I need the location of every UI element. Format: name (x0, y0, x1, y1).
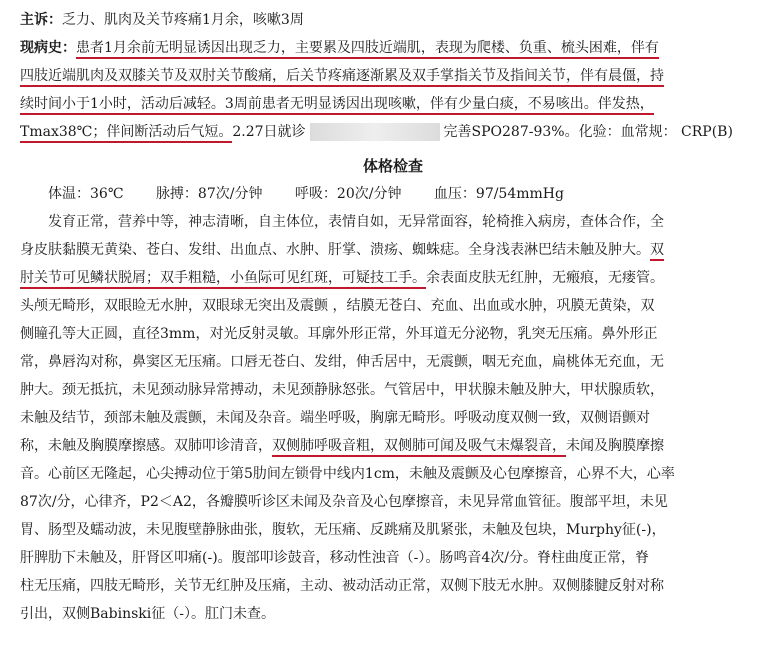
history-line-1 (20, 34, 766, 62)
chief-complaint-text: 乏力、肌肉及关节疼痛1月余，咳嗽3周 (62, 12, 304, 28)
vital-pulse: 脉搏：87次/分钟 (155, 186, 263, 202)
history-line-3 (20, 90, 766, 118)
exam-text-2a: 身皮肤黏膜无黄染、苍白、发绀、出血点、水肿、肝掌、溃疡、蜘蛛痣。全身浅表淋巴结未触及肿大。 (20, 242, 650, 258)
vitals-row (20, 180, 766, 208)
history-text-4c: 完善SPO287-93%。化验：血常规： CRP(B) (443, 124, 733, 140)
exam-line-5: 侧瞳孔等大正圆，直径3mm，对光反射灵敏。耳廓外形正常，外耳道无分泌物，乳突无压痛。鼻外形正 (20, 326, 658, 342)
history-text-4a: Tmax38℃；伴间断活动后气短。 (20, 124, 232, 143)
exam-text-2b: 双 (650, 242, 664, 261)
exam-line-12: 胃、肠型及蠕动波，未见腹壁静脉曲张，腹软，无压痛、反跳痛及肌紧张，未触及包块，Murphy征(-)， (20, 522, 666, 538)
exam-line-10: 音。心前区无隆起，心尖搏动位于第5肋间左锁骨中线内1cm，未触及震颤及心包摩擦音，心界不大，心率 (20, 466, 675, 482)
exam-line-9 (20, 432, 766, 460)
exam-line-2 (20, 236, 766, 264)
vital-temperature: 体温：36℃ (48, 186, 124, 202)
exam-line-6: 常，鼻唇沟对称，鼻窦区无压痛。口唇无苍白、发绀，伸舌居中，无震颤，咽无充血，扁桃体无充血，无 (20, 354, 664, 370)
history-label: 现病史： (20, 40, 76, 56)
history-text-4b: 2.27日就诊 (232, 124, 306, 140)
exam-text-3b: 余表面皮肤无红肿，无瘢痕，无瘘管。 (426, 270, 664, 286)
exam-text-9a: 称，未触及胸膜摩擦感。双肺叩诊清音， (20, 438, 272, 454)
vital-blood-pressure: 血压：97/54mmHg (433, 186, 564, 202)
exam-line-8: 未触及结节，颈部未触及震颤，未闻及杂音。端坐呼吸，胸廓无畸形。呼吸动度双侧一致，双侧语颤对 (20, 410, 650, 426)
chief-complaint-label: 主诉： (20, 12, 62, 28)
history-text-1: 患者1月余前无明显诱因出现乏力，主要累及四肢近端肌，表现为爬楼、负重、梳头困难，伴有 (76, 40, 659, 59)
exam-title: 体格检查 (362, 157, 423, 175)
exam-line-13: 肝脾肋下未触及，肝肾区叩痛(-)。腹部叩诊鼓音，移动性浊音（-）。肠鸣音4次/分。脊柱曲度正常，脊 (20, 550, 650, 566)
history-line-4 (20, 118, 766, 146)
history-line-2 (20, 62, 766, 90)
chief-complaint (20, 6, 766, 34)
exam-line-3 (20, 264, 766, 292)
redacted-block (310, 123, 440, 141)
history-text-3: 续时间小于1小时，活动后减轻。3周前患者无明显诱因出现咳嗽，伴有少量白痰，不易咳出。伴发热， (20, 96, 654, 115)
exam-line-4: 头颅无畸形，双眼睑无水肿，双眼球无突出及震颤 ，结膜无苍白、充血、出血或水肿，巩膜无黄染，双 (20, 298, 655, 314)
exam-line-14: 柱无压痛，四肢无畸形，关节无红肿及压痛，主动、被动活动正常，双侧下肢无水肿。双侧膝腱反射对称 (20, 578, 664, 594)
exam-text-9c: 未闻及胸膜摩擦 (566, 438, 664, 454)
exam-line-7: 肿大。颈无抵抗，未见颈动脉异常搏动，未见颈静脉怒张。气管居中，甲状腺未触及肿大，甲状腺质软， (20, 382, 664, 398)
history-text-2: 四肢近端肌肉及双膝关节及双肘关节酸痛，后关节疼痛逐渐累及双手掌指关节及指间关节，伴有晨僵，持 (20, 68, 664, 87)
vital-respiration: 呼吸：20次/分钟 (294, 186, 402, 202)
exam-text-3a: 肘关节可见鳞状脱屑；双手粗糙，小鱼际可见红斑，可疑技工手。 (20, 270, 426, 289)
exam-line-15: 引出，双侧Babinski征（-）。肛门未查。 (20, 606, 275, 622)
exam-line-1: 发育正常，营养中等，神志清晰，自主体位，表情自如，无异常面容，轮椅推入病房，查体合作，全 (48, 214, 664, 230)
exam-line-11: 87次/分，心律齐，P2＜A2，各瓣膜听诊区未闻及杂音及心包摩擦音，未见异常血管征。腹部平坦，未见 (20, 494, 668, 510)
exam-text-9b: 双侧肺呼吸音粗，双侧肺可闻及吸气末爆裂音， (272, 438, 566, 457)
